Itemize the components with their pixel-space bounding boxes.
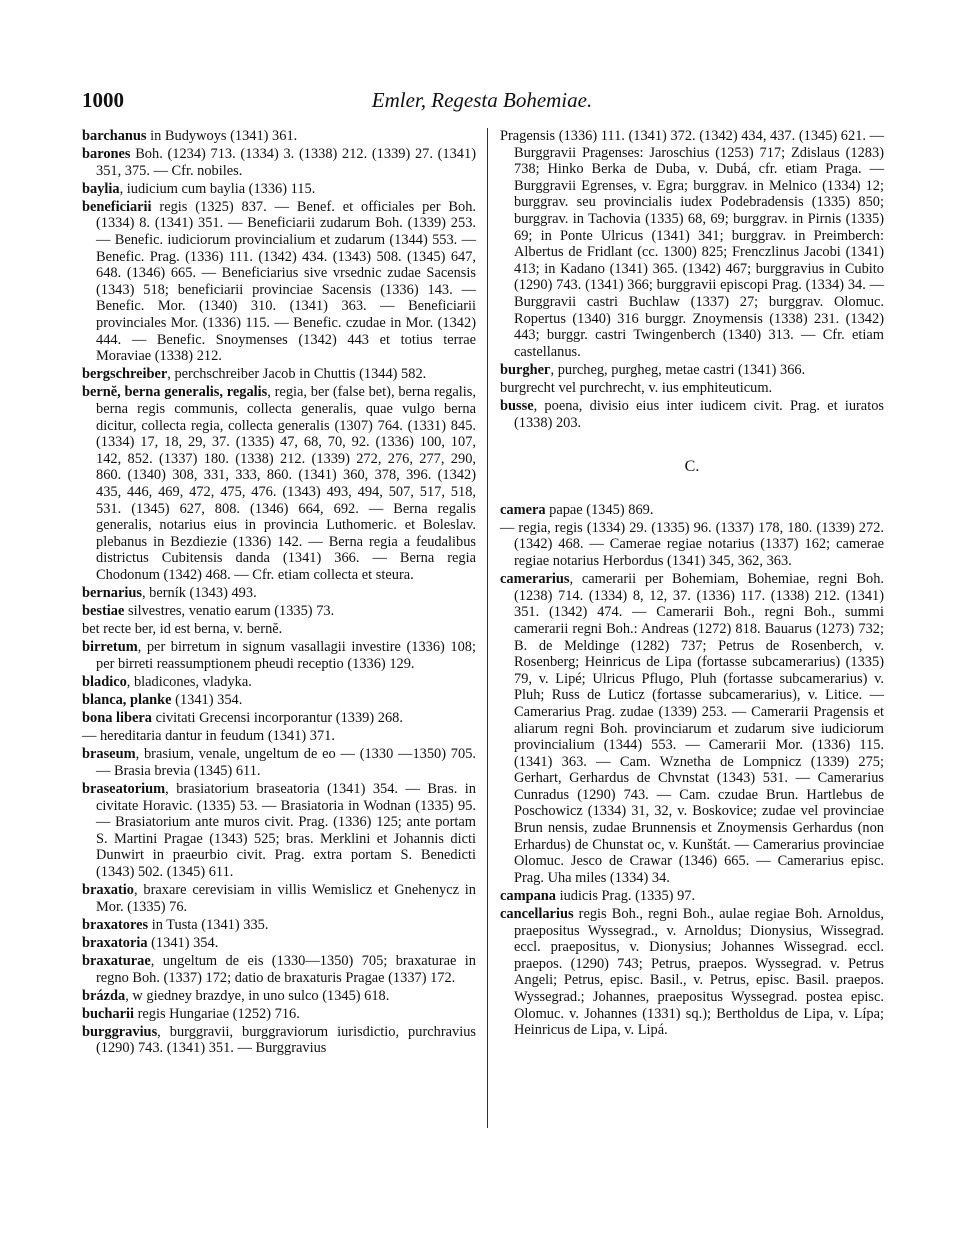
column-divider bbox=[487, 128, 488, 1128]
index-entry bbox=[500, 398, 884, 431]
entry-headword: brázda bbox=[82, 987, 126, 1004]
entry-headword: camera bbox=[500, 501, 546, 518]
entry-headword: braseum bbox=[82, 746, 136, 763]
entry-headword: braxaturae bbox=[82, 953, 151, 969]
index-entry bbox=[500, 520, 884, 570]
entry-headword: beneficiarii bbox=[82, 198, 152, 215]
entry-text: , brasiatorium braseatoria (1341) 354. — Bras. in civitate Horavic. (1335) 53. — Brasiatoria in Wodnan (1335) 95. — Brasiatorium ante muros civit. Prag. (1336) 125; ante portam S. Martini Pragae (1343) 525; bras. Merklini et Johannis dicti Dunwirt in praeurbio civit. Prag. extra portam S. Benedicti (1343) 502. (1345) 611. bbox=[96, 781, 476, 881]
entry-headword: camerarius bbox=[500, 571, 570, 588]
entry-text: , brasium, venale, ungeltum de eo — (1330 —1350) 705. — Brasia brevia (1345) 611. bbox=[96, 746, 476, 779]
index-entry bbox=[82, 128, 476, 145]
entry-headword: campana bbox=[500, 887, 556, 904]
entry-headword: bernarius bbox=[82, 585, 142, 602]
page-header bbox=[82, 88, 882, 118]
index-entry bbox=[500, 888, 884, 905]
entry-headword: busse bbox=[500, 398, 534, 414]
entry-headword: burghег bbox=[500, 361, 551, 378]
entry-headword: barchanus bbox=[82, 128, 147, 144]
entry-text: , poena, divisio eius inter iudicem civit. Prag. et iuratos (1338) 203. bbox=[514, 398, 884, 431]
entry-headword: braseatorium bbox=[82, 781, 166, 798]
running-title: Emler, Regesta Bohemiae. bbox=[371, 88, 593, 112]
entry-headword: bucharii bbox=[82, 1005, 134, 1022]
index-entry bbox=[82, 366, 476, 383]
entry-text: in Tusta (1341) 335. bbox=[148, 916, 269, 933]
index-entry bbox=[500, 906, 884, 1039]
index-entry bbox=[82, 1024, 476, 1057]
index-entry bbox=[500, 380, 884, 397]
entry-headword: barones bbox=[82, 146, 131, 163]
entry-text: — hereditaria dantur in feudum (1341) 371. bbox=[82, 728, 335, 745]
right-column bbox=[500, 128, 884, 1040]
index-entry bbox=[82, 710, 476, 727]
index-entry bbox=[82, 692, 476, 709]
index-entry bbox=[82, 935, 476, 952]
entry-text: papae (1345) 869. bbox=[545, 501, 654, 518]
entry-headword: bernĕ, berna generalis, regalis bbox=[82, 384, 268, 401]
entry-text: , w giedney brazdye, in uno sulco (1345) 618. bbox=[125, 987, 390, 1004]
entry-headword: bestiae bbox=[82, 603, 125, 620]
entry-headword: bladico bbox=[82, 674, 127, 690]
index-entry bbox=[500, 362, 884, 379]
entry-headword: blanca, planke bbox=[82, 692, 172, 709]
entry-text: , perchschreiber Jacob in Chuttis (1344) 582. bbox=[167, 366, 427, 383]
index-entry bbox=[82, 199, 476, 365]
entry-text: , ungeltum de eis (1330—1350) 705; braxaturae in regno Boh. (1337) 172; datio de braxaturis Pragae (1337) 172. bbox=[96, 953, 476, 986]
entry-text: , burggravii, burggraviorum iurisdictio, purchravius (1290) 743. (1341) 351. — Burggravius bbox=[96, 1023, 476, 1057]
index-entry bbox=[500, 571, 884, 886]
index-entry bbox=[82, 882, 476, 915]
page-number: 1000 bbox=[82, 88, 124, 112]
entry-headword: burggravius bbox=[82, 1023, 158, 1040]
index-entry bbox=[82, 746, 476, 779]
index-entry bbox=[82, 603, 476, 620]
entry-text: , per birretum in signum vasallagii investire (1336) 108; per birreti reassumptionem pheudi receptio (1336) 129. bbox=[96, 639, 476, 672]
entry-text: regis (1325) 837. — Benef. et officiales per Boh. (1334) 8. (1341) 351. — Beneficiarii zudarum Boh. (1339) 253. — Benefic. iudiciorum provincialium et zudarum (1344) 553. — Benefic. Prag. (1336) 111. (1342) 434. (1343) 508. (1345) 647, 648. (1346) 665. — Beneficiarius sive vrsednic zudae Sacensis (1343) 518; beneficiarii provinciae Sacensis (1336) 143. — Benefic. Mor. (1340) 310. (1341) 363. — Beneficiarii provinciales Mor. (1336) 115. — Benefic. czudae in Mor. (1342) 444. — Benefic. Snoymenses (1342) 443 et totius terrae Moraviae (1338) 212. bbox=[96, 198, 476, 365]
entry-headword: braxatoria bbox=[82, 934, 148, 951]
entry-text: , braxare cerevisiam in villis Wemislicz et Gnehenycz in Mor. (1335) 76. bbox=[96, 882, 476, 915]
index-entry bbox=[82, 953, 476, 986]
index-entry bbox=[82, 621, 476, 638]
entry-text: in Budywoys (1341) 361. bbox=[146, 128, 298, 144]
entry-text: , purcheg, purgheg, metae castri (1341) 366. bbox=[550, 361, 806, 378]
entry-headword: birretum bbox=[82, 639, 138, 656]
entry-text: silvestres, venatio earum (1335) 73. bbox=[124, 603, 335, 620]
index-entry bbox=[82, 1006, 476, 1023]
entry-headword: baylia bbox=[82, 180, 120, 197]
entry-text: , iudicium cum baylia (1336) 115. bbox=[119, 180, 316, 197]
entry-text: iudicis Prag. (1335) 97. bbox=[555, 887, 696, 904]
entry-text: , camerarii per Bohemiam, Bohemiae, regni Boh. (1238) 714. (1334) 8, 12, 37. (1336) 117. (1338) 212. (1341) 351. (1342) 474. — Camerarii Boh., regni Boh., summi camerarii regni Boh.: Andreas (1272) 818. Bauarus (1273) 732; B. de Meldinge (1282) 737; Petrus de Rosenberch, v. Rosenberg; Heinricus de Lipa (fortasse subcamerarius) (1335) 79, v. Lipé; Ulricus Pflugo, Pluh (fortasse subcamerarius) v. Pluh; Russ de Luticz (fortasse subcamerarius), v. Litice. — Camerarius Prag. zudae (1339) 253. — Camerarii Pragensis et aliarum regni Boh. provinciarum et zudarum sive iudiciorum provincialium (1344) 553. — Camerarii Mor. (1336) 115. (1341) 363. — Cam. Wznetha de Lompnicz (1339) 275; Gerhart, Gerhardus de Chvnstat (1343) 531. — Camerarius Cunradus (1290) 743. — Cam. czudae Brun. Hartlebus de Poschowicz (1334) 31, 32, v. Boskovice; zudae vel provinciae Brun nensis, zudae Brunnensis et Znoymensis Gerhardus (non Erhardus) de Chunstat oc, v. Kunštát. — Camerarius provinciae Olomuc. Jesco de Crawar (1346) 665. — Camerarius episc. Prag. Uha miles (1334) 34. bbox=[514, 571, 884, 886]
index-entry bbox=[82, 181, 476, 198]
entry-text: Boh. (1234) 713. (1334) 3. (1338) 212. (1339) 27. (1341) 351, 375. — Cfr. nobiles. bbox=[96, 146, 476, 179]
index-entry bbox=[82, 988, 476, 1005]
entry-text: (1341) 354. bbox=[171, 692, 243, 709]
index-entry bbox=[500, 502, 884, 519]
entry-text: — regia, regis (1334) 29. (1335) 96. (1337) 178, 180. (1339) 272. (1342) 468. — Camerae regiae notarius (1337) 162; camerae regiae notarius Herbordus (1341) 345, 362, 363. bbox=[500, 519, 884, 570]
index-entry bbox=[500, 128, 884, 360]
index-entry bbox=[82, 146, 476, 179]
entry-text: , bladicones, vladyka. bbox=[126, 674, 252, 690]
entry-text: regis Boh., regni Boh., aulae regiae Boh. Arnoldus, praepositus Wyssegrad., v. Arnoldus; Dionysius, Wissegrad. eccl. praepositus, v. Dionysius; Johannes Wissegrad. eccl. praepos. (1290) 743; Petrus, praepos. Wyssegrad. v. Petrus Angeli; Petrus, episc. Basil., v. Petrus, episc. Basil. praepos. Wyssegrad.; Johannes, praepositus Wyssegrad. postea episc. Olomuc. v. Johannes (1331) sq.); Bertholdus de Lipa, v. Lípa; Heinricus de Lipa, v. Lipá. bbox=[514, 906, 884, 1039]
entry-text: regis Hungariae (1252) 716. bbox=[133, 1005, 300, 1022]
entry-text: , regia, ber (false bet), berna regalis, berna regis communis, collecta generalis, quae vulgo berna dicitur, collecta regia, collecta generalis (1307) 764. (1331) 845. (1334) 17, 18, 29, 37. (1335) 47, 68, 70, 92. (1336) 100, 107, 142, 852. (1337) 180. (1338) 212. (1339) 272, 276, 277, 290, 860. (1340) 308, 331, 333, 860. (1341) 360, 378, 396. (1342) 435, 446, 469, 472, 475, 476. (1343) 493, 494, 507, 517, 518, 531. (1345) 627, 808. (1346) 664, 692. — Berna regalis generalis, notarius eius in provincia Luthomeric. et Boleslav. plebanus in Bezdiezie (1336) 142. — Berna regia a feudalibus districtus Cubitensis danda (1341) 366. — Berna regia Chodonum (1342) 468. — Cfr. etiam collecta et steura. bbox=[96, 384, 476, 583]
index-entry bbox=[82, 674, 476, 691]
section-letter: C. bbox=[684, 458, 700, 476]
index-entry bbox=[82, 384, 476, 583]
entry-text: , berník (1343) 493. bbox=[141, 585, 257, 602]
entry-headword: braxatio bbox=[82, 882, 134, 899]
index-entry bbox=[82, 917, 476, 934]
entry-text: Pragensis (1336) 111. (1341) 372. (1342) 434, 437. (1345) 621. — Burggravii Pragenses: Jaroschius (1253) 717; Zdislaus (1283) 738; Hinko Berka de Duba, v. Dubá, cfr. etiam Praga. — Burggravii Egrenses, v. Egra; burggrav. in Melnico (1334) 12; burggrav. seu provincialis iudex Podebradensis (1335) 850; burggrav. in Tachovia (1335) 68, 69; burggrav. in Pirnis (1335) 69; in Ponte Ulricus (1341) 341; burggrav. in Preimberch: Albertus de Fridlant (cc. 1300) 825; Frenczlinus Jacobi (1341) 413; in Kadano (1341) 365. (1342) 467; burggravius in Cubito (1290) 743. (1341) 366; burggravii episcopi Prag. (1334) 34. — Burggravii castri Buchlaw (1337) 27; burggrav. Olomuc. Ropertus (1340) 316 burggr. Znoymensis (1338) 231. (1342) 443; burggr. castri Twingenberch (1340) 313. — Cfr. etiam castellanus. bbox=[500, 128, 884, 360]
entry-text: civitati Grecensi incorporantur (1339) 268. bbox=[151, 710, 403, 727]
entry-headword: bona libera bbox=[82, 710, 152, 727]
left-column bbox=[82, 128, 476, 1059]
entry-headword: cancellarius bbox=[500, 906, 574, 923]
entry-text: bet recte ber, id est berna, v. bernĕ. bbox=[82, 621, 283, 638]
index-entry bbox=[82, 585, 476, 602]
entry-headword: braxatores bbox=[82, 916, 149, 933]
entry-text: burgrecht vel purchrecht, v. ius emphiteuticum. bbox=[500, 379, 773, 396]
entry-text: (1341) 354. bbox=[147, 934, 219, 951]
index-entry bbox=[82, 728, 476, 745]
index-entry bbox=[82, 781, 476, 881]
index-entry bbox=[82, 639, 476, 672]
entry-headword: bergschreiber bbox=[82, 366, 168, 383]
